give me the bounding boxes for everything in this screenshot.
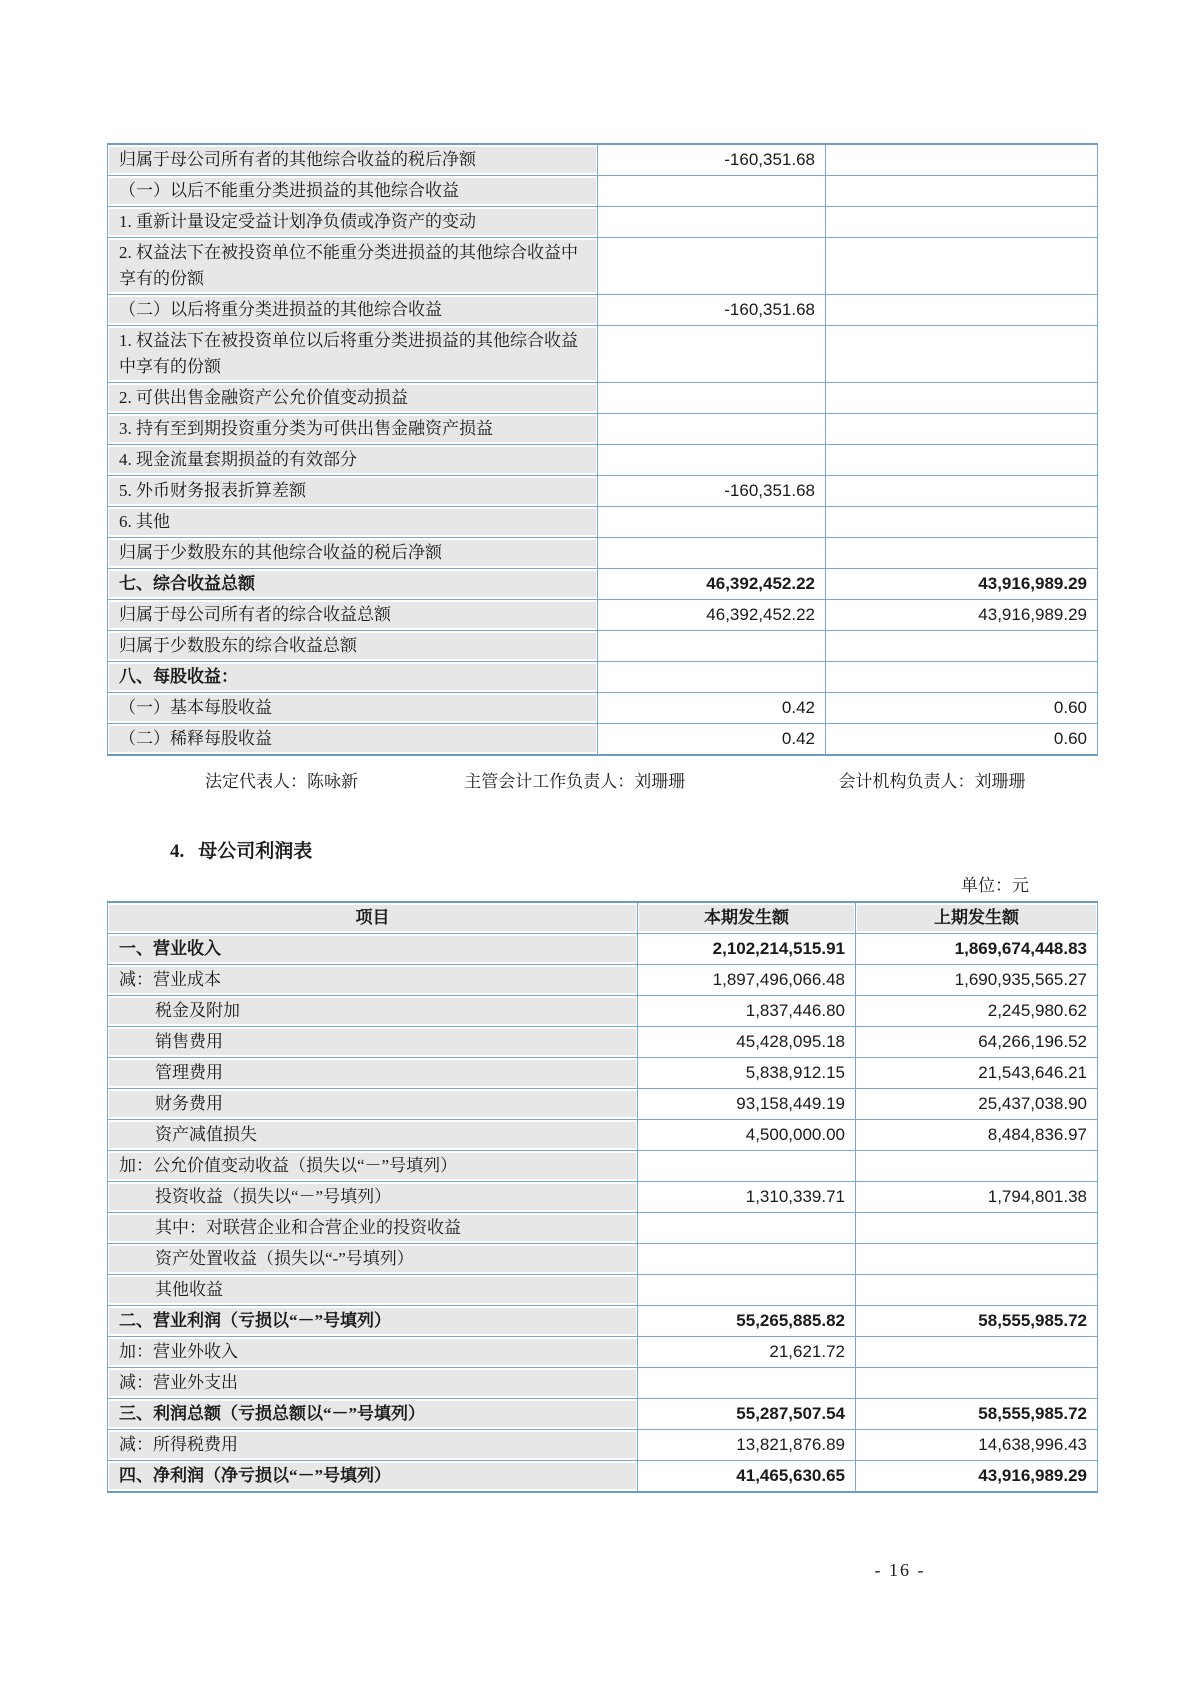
section-number: 4. (170, 841, 185, 862)
table-row (108, 1337, 1098, 1368)
prior-period-value: 43,916,989.29 (856, 1461, 1098, 1493)
item-label-cell (108, 414, 598, 445)
table-row (108, 600, 1098, 631)
item-label-cell (108, 383, 598, 414)
current-period-value (598, 326, 826, 383)
header-prior-cell (856, 902, 1098, 934)
prior-period-value: 1,869,674,448.83 (856, 934, 1098, 965)
item-label: 管理费用 (109, 1060, 636, 1086)
item-label: 八、每股收益： (109, 664, 596, 690)
table-row (108, 1306, 1098, 1337)
item-label-cell (108, 445, 598, 476)
prior-period-value: 58,555,985.72 (856, 1306, 1098, 1337)
current-period-value: 45,428,095.18 (638, 1027, 856, 1058)
prior-period-value: 0.60 (826, 693, 1098, 724)
table-row (108, 326, 1098, 383)
prior-period-value: 14,638,996.43 (856, 1430, 1098, 1461)
prior-period-value: 43,916,989.29 (826, 600, 1098, 631)
table-row (108, 1058, 1098, 1089)
current-period-value: 21,621.72 (638, 1337, 856, 1368)
prior-period-value (856, 1151, 1098, 1182)
item-label-cell (108, 724, 598, 756)
item-label: 二、营业利润（亏损以“－”号填列） (109, 1308, 636, 1334)
current-period-value (598, 176, 826, 207)
current-period-value: 0.42 (598, 693, 826, 724)
prior-period-value (826, 207, 1098, 238)
current-period-value (598, 207, 826, 238)
prior-period-value: 0.60 (826, 724, 1098, 756)
parent-income-table-body (108, 934, 1098, 1493)
item-label-cell (108, 207, 598, 238)
item-label: （一）基本每股收益 (109, 695, 596, 721)
accounting-department-head: 会计机构负责人：刘珊珊 (838, 772, 1026, 791)
current-period-value (638, 1151, 856, 1182)
item-label-cell (108, 176, 598, 207)
item-label-cell (108, 295, 598, 326)
table-row (108, 1275, 1098, 1306)
current-period-value (598, 445, 826, 476)
item-label: 四、净利润（净亏损以“－”号填列） (109, 1463, 636, 1489)
prior-period-value: 1,794,801.38 (856, 1182, 1098, 1213)
prior-period-value (856, 1368, 1098, 1399)
item-label-cell (108, 569, 598, 600)
item-label: 归属于母公司所有者的其他综合收益的税后净额 (109, 147, 596, 173)
prior-period-value: 1,690,935,565.27 (856, 965, 1098, 996)
table-row (108, 538, 1098, 569)
current-period-value: 1,310,339.71 (638, 1182, 856, 1213)
table-row (108, 176, 1098, 207)
current-period-value: 41,465,630.65 (638, 1461, 856, 1493)
current-period-value (598, 238, 826, 295)
item-label-cell (108, 965, 638, 996)
item-label: 资产减值损失 (109, 1122, 636, 1148)
item-label: 归属于少数股东的其他综合收益的税后净额 (109, 540, 596, 566)
table-row (108, 1182, 1098, 1213)
item-label-cell (108, 1399, 638, 1430)
current-period-value: 55,265,885.82 (638, 1306, 856, 1337)
prior-period-value (856, 1213, 1098, 1244)
table-row (108, 693, 1098, 724)
table-row (108, 934, 1098, 965)
prior-period-value (826, 445, 1098, 476)
item-label: 减：所得税费用 (109, 1432, 636, 1458)
prior-period-value (826, 295, 1098, 326)
item-label: （二）稀释每股收益 (109, 726, 596, 752)
item-label: 减：营业外支出 (109, 1370, 636, 1396)
prior-period-value (826, 238, 1098, 295)
prior-period-value (826, 326, 1098, 383)
item-label: 其中：对联营企业和合营企业的投资收益 (109, 1215, 636, 1241)
page-content (107, 143, 1097, 1493)
current-period-value: 4,500,000.00 (638, 1120, 856, 1151)
item-label-cell (108, 1120, 638, 1151)
item-label-cell (108, 1337, 638, 1368)
section-title: 母公司利润表 (198, 841, 313, 862)
current-period-value: 46,392,452.22 (598, 600, 826, 631)
current-period-value: 1,897,496,066.48 (638, 965, 856, 996)
current-period-value: 2,102,214,515.91 (638, 934, 856, 965)
item-label: 加：营业外收入 (109, 1339, 636, 1365)
item-label: 2. 权益法下在被投资单位不能重分类进损益的其他综合收益中享有的份额 (109, 240, 596, 292)
section-heading (170, 836, 1097, 863)
table-row (108, 445, 1098, 476)
item-label-cell (108, 476, 598, 507)
current-period-value (638, 1244, 856, 1275)
table-row (108, 1244, 1098, 1275)
current-period-value (598, 538, 826, 569)
prior-period-value: 43,916,989.29 (826, 569, 1098, 600)
parent-income-table-head (108, 902, 1098, 934)
prior-period-value (826, 507, 1098, 538)
item-label-cell (108, 996, 638, 1027)
table-row (108, 1368, 1098, 1399)
table-row (108, 631, 1098, 662)
header-current-period: 本期发生额 (639, 905, 854, 931)
item-label: 税金及附加 (109, 998, 636, 1024)
prior-period-value: 25,437,038.90 (856, 1089, 1098, 1120)
item-label-cell (108, 238, 598, 295)
current-period-value: -160,351.68 (598, 144, 826, 176)
item-label-cell (108, 631, 598, 662)
current-period-value: 1,837,446.80 (638, 996, 856, 1027)
table-row (108, 1089, 1098, 1120)
item-label-cell (108, 1461, 638, 1493)
prior-period-value: 2,245,980.62 (856, 996, 1098, 1027)
item-label: 5. 外币财务报表折算差额 (109, 478, 596, 504)
item-label: 4. 现金流量套期损益的有效部分 (109, 447, 596, 473)
prior-period-value: 58,555,985.72 (856, 1399, 1098, 1430)
table-row (108, 383, 1098, 414)
current-period-value: -160,351.68 (598, 295, 826, 326)
item-label: 加：公允价值变动收益（损失以“－”号填列） (109, 1153, 636, 1179)
item-label-cell (108, 1430, 638, 1461)
table-row (108, 207, 1098, 238)
current-period-value (598, 414, 826, 445)
table-row (108, 414, 1098, 445)
header-row (108, 902, 1098, 934)
table-row (108, 1461, 1098, 1493)
item-label: 3. 持有至到期投资重分类为可供出售金融资产损益 (109, 416, 596, 442)
parent-income-table (107, 901, 1098, 1493)
prior-period-value (826, 383, 1098, 414)
table-row (108, 1151, 1098, 1182)
item-label: 投资收益（损失以“－”号填列） (109, 1184, 636, 1210)
prior-period-value: 21,543,646.21 (856, 1058, 1098, 1089)
table-row (108, 295, 1098, 326)
item-label-cell (108, 1151, 638, 1182)
item-label: 归属于母公司所有者的综合收益总额 (109, 602, 596, 628)
current-period-value (638, 1213, 856, 1244)
table-row (108, 662, 1098, 693)
prior-period-value (826, 631, 1098, 662)
unit-label: 单位：元 (961, 876, 1029, 895)
item-label: 减：营业成本 (109, 967, 636, 993)
table-row (108, 965, 1098, 996)
item-label-cell (108, 662, 598, 693)
table-row (108, 1213, 1098, 1244)
item-label-cell (108, 1368, 638, 1399)
item-label-cell (108, 326, 598, 383)
prior-period-value (826, 476, 1098, 507)
item-label-cell (108, 934, 638, 965)
item-label-cell (108, 1058, 638, 1089)
item-label: 1. 权益法下在被投资单位以后将重分类进损益的其他综合收益中享有的份额 (109, 328, 596, 380)
item-label: 其他收益 (109, 1277, 636, 1303)
current-period-value: 46,392,452.22 (598, 569, 826, 600)
item-label-cell (108, 507, 598, 538)
current-period-value: -160,351.68 (598, 476, 826, 507)
item-label: （二）以后将重分类进损益的其他综合收益 (109, 297, 596, 323)
header-item-cell (108, 902, 638, 934)
prior-period-value (826, 662, 1098, 693)
item-label: 1. 重新计量设定受益计划净负债或净资产的变动 (109, 209, 596, 235)
header-current-cell (638, 902, 856, 934)
current-period-value: 5,838,912.15 (638, 1058, 856, 1089)
item-label: 七、综合收益总额 (109, 571, 596, 597)
item-label-cell (108, 1306, 638, 1337)
parent-income-table-wrap (107, 901, 1097, 1493)
table-row (108, 1399, 1098, 1430)
item-label: 资产处置收益（损失以“-”号填列） (109, 1246, 636, 1272)
current-period-value: 55,287,507.54 (638, 1399, 856, 1430)
header-prior-period: 上期发生额 (857, 905, 1096, 931)
table-row (108, 144, 1098, 176)
signature-line (107, 767, 1097, 792)
item-label-cell (108, 600, 598, 631)
table-row (108, 569, 1098, 600)
prior-period-value (856, 1244, 1098, 1275)
prior-period-value: 8,484,836.97 (856, 1120, 1098, 1151)
item-label-cell (108, 538, 598, 569)
prior-period-value (826, 176, 1098, 207)
current-period-value (598, 507, 826, 538)
table-row (108, 476, 1098, 507)
item-label: 2. 可供出售金融资产公允价值变动损益 (109, 385, 596, 411)
item-label: 一、营业收入 (109, 936, 636, 962)
prior-period-value (826, 144, 1098, 176)
prior-period-value (856, 1337, 1098, 1368)
item-label-cell (108, 1213, 638, 1244)
item-label-cell (108, 1275, 638, 1306)
comprehensive-income-table-body (108, 144, 1098, 755)
item-label: 归属于少数股东的综合收益总额 (109, 633, 596, 659)
item-label: 销售费用 (109, 1029, 636, 1055)
table-row (108, 724, 1098, 756)
item-label-cell (108, 1027, 638, 1058)
current-period-value (598, 631, 826, 662)
item-label-cell (108, 1244, 638, 1275)
item-label: （一）以后不能重分类进损益的其他综合收益 (109, 178, 596, 204)
current-period-value (598, 383, 826, 414)
prior-period-value (826, 538, 1098, 569)
current-period-value: 93,158,449.19 (638, 1089, 856, 1120)
current-period-value (598, 662, 826, 693)
legal-representative: 法定代表人：陈咏新 (205, 772, 358, 791)
item-label: 6. 其他 (109, 509, 596, 535)
current-period-value: 13,821,876.89 (638, 1430, 856, 1461)
header-item: 项目 (109, 905, 636, 931)
item-label-cell (108, 1182, 638, 1213)
page-number: - 16 - (874, 1560, 926, 1580)
current-period-value: 0.42 (598, 724, 826, 756)
table-row (108, 1120, 1098, 1151)
current-period-value (638, 1368, 856, 1399)
prior-period-value (826, 414, 1098, 445)
item-label-cell (108, 1089, 638, 1120)
item-label-cell (108, 693, 598, 724)
table-row (108, 1027, 1098, 1058)
chief-accounting-officer: 主管会计工作负责人：刘珊珊 (464, 772, 686, 791)
item-label-cell (108, 144, 598, 176)
prior-period-value: 64,266,196.52 (856, 1027, 1098, 1058)
table-row (108, 238, 1098, 295)
table-row (108, 996, 1098, 1027)
table-row (108, 507, 1098, 538)
current-period-value (638, 1275, 856, 1306)
prior-period-value (856, 1275, 1098, 1306)
item-label: 财务费用 (109, 1091, 636, 1117)
table-row (108, 1430, 1098, 1461)
item-label: 三、利润总额（亏损总额以“－”号填列） (109, 1401, 636, 1427)
comprehensive-income-table (107, 143, 1098, 756)
